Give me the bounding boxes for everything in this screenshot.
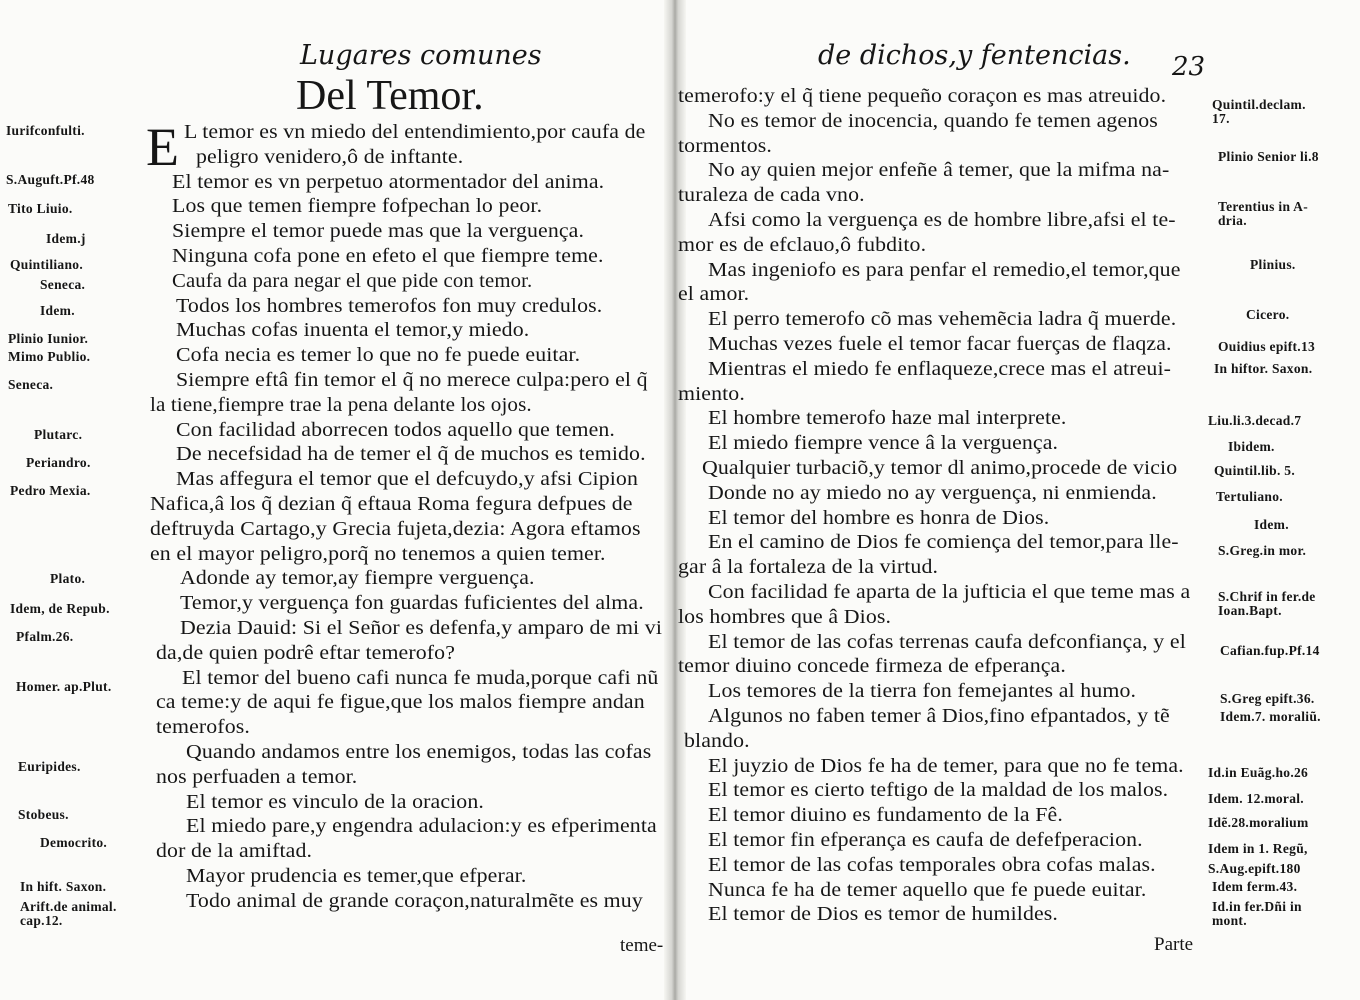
marginal-note: Iurifconfulti. [6, 123, 85, 138]
marginal-note: Seneca. [40, 277, 86, 292]
marginal-note: Democrito. [40, 835, 108, 850]
marginal-note: Idem ferm.43. [1212, 879, 1298, 894]
text-line: El miedo fiempre vence â la verguença. [708, 433, 1059, 455]
marginal-note: Idẽ.28.moralium [1208, 815, 1309, 830]
text-line: El perro temerofo cõ mas vehemẽcia ladra q̃ muerde. [708, 309, 1177, 331]
text-line: El temor es cierto teftigo de la maldad de los malos. [708, 780, 1169, 802]
marginal-note: Idem in 1. Regũ, [1208, 841, 1308, 856]
marginal-note: Tito Liuio. [8, 201, 73, 216]
marginal-note: S.Greg epift.36. [1220, 691, 1315, 706]
text-line: Nunca fe ha de temer aquello que fe puede euitar. [708, 879, 1147, 901]
running-head-left: Lugares comunes [300, 40, 542, 71]
marginal-note: Pfalm.26. [16, 629, 74, 644]
text-line: blando. [684, 730, 750, 752]
text-line: Mas affegura el temor que el defcuydo,y afsi Cipion [176, 469, 638, 491]
marginal-note: Cafian.fup.Pf.14 [1220, 643, 1320, 658]
text-line: Ninguna cofa pone en efeto el que fiempre teme. [172, 246, 604, 267]
text-line: Siempre el temor puede mas que la verguença. [172, 221, 585, 243]
text-line: mor es de efclauo,ô fubdito. [678, 234, 927, 256]
text-line: En el camino de Dios fe comiença del temor,para lle- [708, 532, 1179, 554]
text-line: el amor. [678, 284, 750, 306]
marginal-note: Idem. [40, 303, 75, 318]
marginal-note: Quintil.declam. 17. [1212, 97, 1306, 126]
text-line: El temor fin efperança es caufa de defefperacion. [708, 830, 1143, 851]
text-line: Dezia Dauid: Si el Señor es defenfa,y amparo de mi vi [180, 618, 663, 639]
marginal-note: Idem. 12.moral. [1208, 791, 1304, 806]
marginal-note: Seneca. [8, 377, 54, 392]
text-line: Con facilidad fe aparta de la jufticia el que teme mas a [708, 582, 1191, 603]
text-line: Cofa necia es temer lo que no fe puede euitar. [176, 345, 581, 367]
text-line: Todos los hombres temerofos fon muy credulos. [176, 295, 603, 317]
text-line: El temor del hombre es honra de Dios. [708, 507, 1050, 529]
text-line: El temor del bueno cafi nunca fe muda,porque cafi nũ [182, 667, 659, 689]
text-line: Temor,y verguença fon guardas fuficientes del alma. [180, 593, 644, 615]
marginal-note: In hiftor. Saxon. [1214, 361, 1313, 376]
marginal-note: Arift.de animal. cap.12. [20, 899, 117, 928]
text-line: No ay quien mejor enfeñe â temer, que la mifma na- [708, 160, 1170, 182]
text-line: Mayor prudencia es temer,que efperar. [186, 866, 527, 887]
marginal-note: Stobeus. [18, 807, 69, 822]
marginal-note: Periandro. [26, 455, 91, 470]
marginal-note: Plinio Senior li.8 [1218, 149, 1319, 164]
marginal-note: S.Aug.epift.180 [1208, 861, 1301, 876]
marginal-note: S.Greg.in mor. [1218, 543, 1307, 558]
text-line: gar â la fortaleza de la virtud. [678, 557, 939, 579]
text-line: Qualquier turbaciõ,y temor dl animo,procede de vicio [702, 458, 1178, 479]
marginal-note: Homer. ap.Plut. [16, 679, 112, 694]
text-line: El hombre temerofo haze mal interprete. [708, 408, 1067, 430]
marginal-note: Pedro Mexia. [10, 483, 91, 498]
text-line: ca teme:y de aqui fe figue,que los malos fiempre andan [156, 692, 645, 714]
text-line: nos perfuaden a temor. [156, 766, 358, 788]
marginal-note: Idem.j [46, 231, 86, 246]
catchword-right: Parte [1154, 934, 1194, 955]
text-line: temor diuino concede firmeza de efperança. [678, 656, 1066, 678]
text-line: El temor de las cofas terrenas caufa defconfiança, y el [708, 631, 1186, 653]
text-line: da,de quien podrê eftar temerofo? [156, 642, 456, 664]
marginal-note: Tertuliano. [1216, 489, 1283, 504]
text-line: Adonde ay temor,ay fiempre verguença. [180, 568, 535, 590]
marginal-note: S.Chrif in fer.de Ioan.Bapt. [1218, 589, 1316, 618]
marginal-note: Quintiliano. [10, 257, 83, 272]
text-line: El juyzio de Dios fe ha de temer, para que no fe tema. [708, 755, 1184, 777]
text-line: los hombres que â Dios. [678, 606, 892, 628]
text-line: tormentos. [678, 135, 772, 157]
text-line: Todo animal de grande coraçon,naturalmẽte es muy [186, 890, 643, 912]
text-line: El temor de las cofas temporales obra cofas malas. [708, 854, 1156, 876]
marginal-note: Plato. [50, 571, 86, 586]
text-line: Muchas vezes fuele el temor facar fuerças de flaqza. [708, 334, 1172, 355]
marginal-note: S.Auguft.Pf.48 [6, 172, 95, 187]
text-line: El temor es vinculo de la oracion. [186, 791, 484, 813]
marginal-note: Plinius. [1250, 257, 1296, 272]
marginal-note: Idem. [1254, 517, 1289, 532]
text-line: El temor es vn perpetuo atormentador del anima. [172, 171, 605, 193]
marginal-note: Id.in Euãg.ho.26 [1208, 765, 1309, 780]
text-line: Afsi como la verguença es de hombre libre,afsi el te- [708, 210, 1176, 231]
text-line: Nafica,â los q̃ dezian q̃ eftaua Roma fegura defpues de [150, 494, 633, 515]
text-line: la tiene,fiempre trae la pena delante los ojos. [150, 394, 532, 416]
marginal-note: Ouidius epift.13 [1218, 339, 1316, 354]
text-line: Mas ingeniofo es para penfar el remedio,el temor,que [708, 259, 1181, 281]
text-line: El temor de Dios es temor de humildes. [708, 904, 1058, 926]
text-line: Con facilidad aborrecen todos aquello que temen. [176, 419, 615, 441]
marginal-note: Liu.li.3.decad.7 [1208, 413, 1302, 428]
text-line: miento. [678, 383, 745, 405]
text-line: Caufa da para negar el que pide con temor. [172, 270, 533, 292]
text-line: Algunos no faben temer â Dios,fino efpantados, y tẽ [708, 706, 1170, 727]
marginal-note: Quintil.lib. 5. [1214, 463, 1296, 478]
page-number: 23 [1172, 52, 1206, 82]
text-line: peligro venidero,ô de inftante. [196, 146, 464, 168]
text-line: Muchas cofas inuenta el temor,y miedo. [176, 320, 530, 342]
text-line: turaleza de cada vno. [678, 185, 865, 207]
marginal-note: Plinio Iunior. [8, 331, 89, 346]
text-line: Los que temen fiempre fofpechan lo peor. [172, 196, 543, 218]
left-page [0, 0, 672, 1000]
text-line: deftruyda Cartago,y Grecia fujeta,dezia: Agora eftamos [150, 518, 641, 540]
text-line: El temor diuino es fundamento de la Fê. [708, 805, 1063, 827]
marginal-note: Mimo Publio. [8, 349, 91, 364]
right-page [678, 0, 1360, 1000]
text-line: Quando andamos entre los enemigos, todas las cofas [186, 742, 652, 763]
marginal-note: Id.in fer.Dñi in mont. [1212, 899, 1302, 928]
text-line: Los temores de la tierra fon femejantes al humo. [708, 681, 1137, 703]
text-line: en el mayor peligro,porq̃ no tenemos a quien temer. [150, 543, 606, 565]
marginal-note: In hift. Saxon. [20, 879, 107, 894]
drop-cap: E [146, 117, 179, 177]
marginal-note: Cicero. [1246, 307, 1290, 322]
marginal-note: Plutarc. [34, 427, 83, 442]
text-line: L temor es vn miedo del entendimiento,por caufa de [184, 122, 646, 143]
text-line: No es temor de inocencia, quando fe temen agenos [708, 110, 1158, 132]
text-line: Siempre eftâ fin temor el q̃ no merece culpa:pero el q̃ [176, 370, 648, 391]
text-line: temerofos. [156, 717, 250, 739]
text-line: El miedo pare,y engendra adulacion:y es efperimenta [186, 816, 657, 838]
running-head-right: de dichos,y fentencias. [818, 40, 1131, 71]
text-line: dor de la amiftad. [156, 841, 313, 863]
section-title: Del Temor. [296, 73, 484, 119]
text-line: Donde no ay miedo no ay verguença, ni enmienda. [708, 482, 1157, 504]
marginal-note: Ibidem. [1228, 439, 1275, 454]
marginal-note: Terentius in A- dria. [1218, 199, 1309, 228]
catchword-left: teme- [620, 935, 664, 956]
text-line: temerofo:y el q̃ tiene pequeño coraçon es mas atreuido. [678, 86, 1167, 107]
text-line: De necefsidad ha de temer el q̃ de muchos es temido. [176, 444, 646, 466]
marginal-note: Idem.7. moraliũ. [1220, 709, 1321, 724]
text-line: Mientras el miedo fe enflaqueze,crece mas el atreui- [708, 358, 1172, 380]
marginal-note: Euripides. [18, 759, 81, 774]
marginal-note: Idem, de Repub. [10, 601, 110, 616]
